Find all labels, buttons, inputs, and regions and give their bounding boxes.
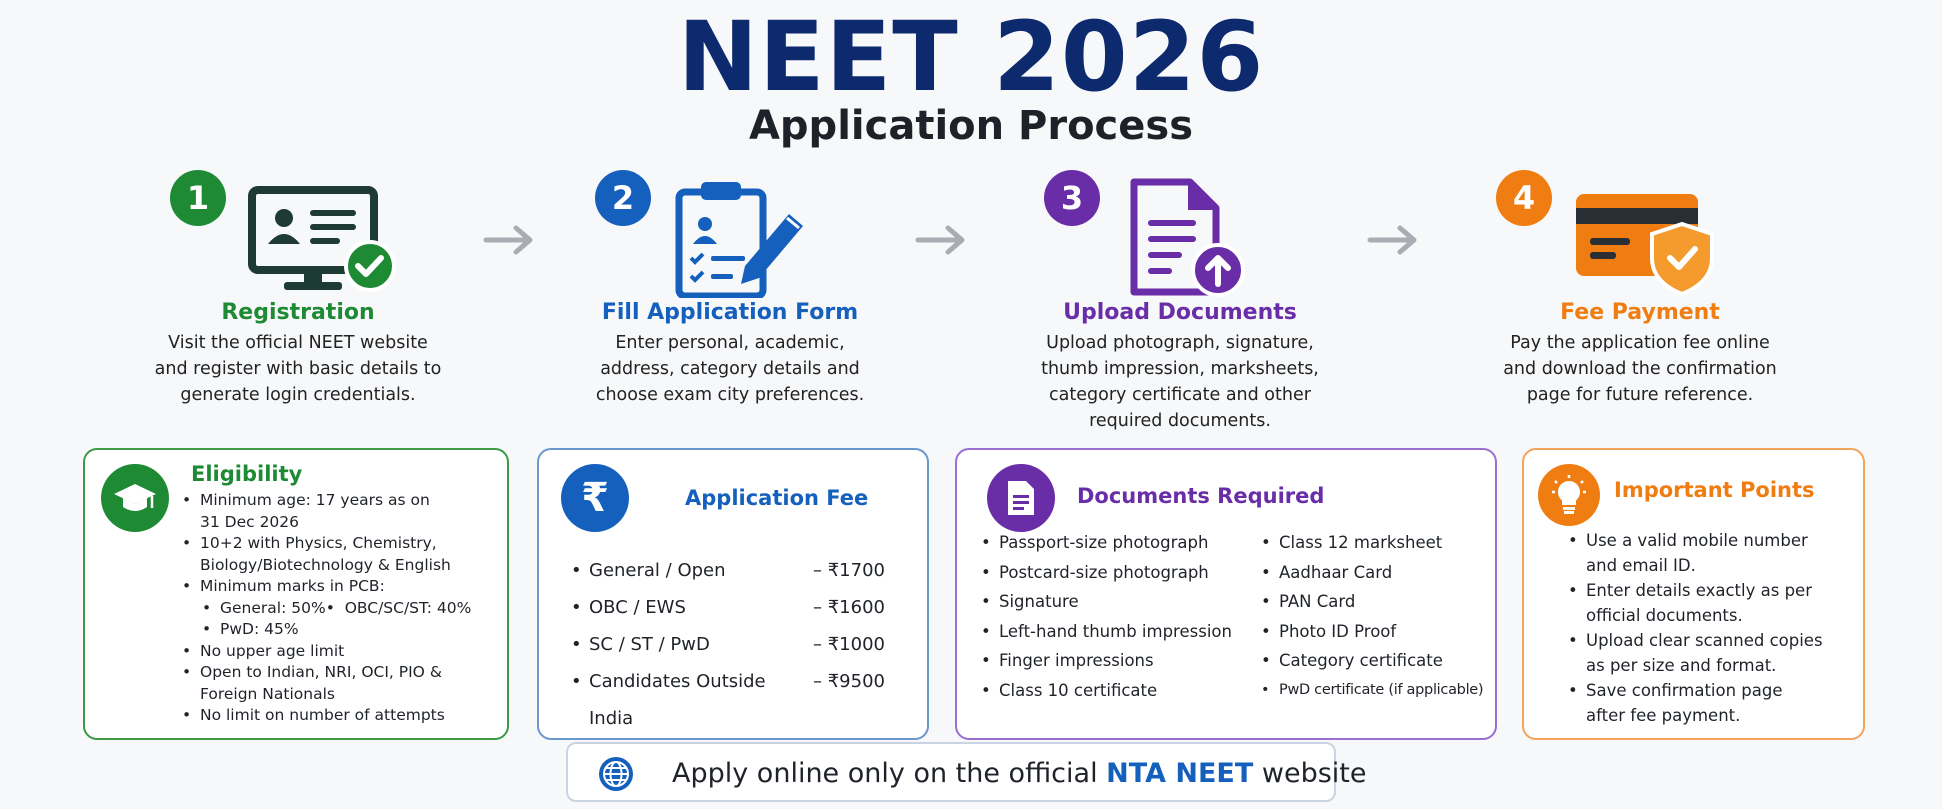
card-shield-icon (1570, 178, 1730, 298)
apply-online-banner (566, 742, 1367, 802)
step-title: Registration (221, 300, 375, 325)
arrow-icon (1366, 222, 1422, 258)
step-number-badge: 4 (1496, 170, 1552, 226)
step-description: Enter personal, academic, address, category details and choose exam city preferences. (595, 333, 865, 405)
list-item: • Category certificate (1259, 646, 1499, 676)
arrow-icon (482, 222, 538, 258)
list-item: • Use a valid mobile number and email ID. (1566, 528, 1836, 578)
rupee-icon: ₹ (561, 464, 629, 532)
page-subtitle: Application Process (748, 103, 1194, 149)
eligibility-list (180, 490, 500, 727)
globe-icon (598, 756, 634, 792)
list-item: • General: 50%• OBC/SC/ST: 40% (180, 598, 500, 620)
card-title: Application Fee (685, 486, 869, 510)
eligibility-card (83, 448, 509, 740)
lightbulb-icon (1538, 464, 1600, 526)
list-item: • Signature (979, 587, 1259, 617)
fee-row: • Candidates Outside India – ₹9500 (569, 663, 914, 737)
step-number-badge: 3 (1044, 170, 1100, 226)
documents-list (1259, 528, 1499, 705)
list-item: • Minimum marks in PCB: (180, 576, 500, 598)
step-title: Fee Payment (1560, 300, 1720, 325)
fee-row: • General / Open – ₹1700 (569, 552, 914, 589)
page-title: NEET 2026 (677, 1, 1265, 113)
list-item: • Class 12 marksheet (1259, 528, 1499, 558)
important-points-card (1522, 448, 1865, 740)
list-item: • Photo ID Proof (1259, 617, 1499, 647)
step-description: Visit the official NEET website and register with basic details to generate login credentials. (154, 333, 442, 405)
card-title: Important Points (1614, 478, 1815, 502)
documents-required-card (955, 448, 1497, 740)
banner-text: Apply online only on the official NTA NEET website (672, 758, 1367, 789)
nta-neet-highlight: NTA NEET (1106, 758, 1254, 789)
list-item: • Left-hand thumb impression (979, 617, 1259, 647)
application-fee-card (537, 448, 929, 740)
list-item: • Class 10 certificate (979, 676, 1259, 706)
list-item: • PwD: 45% (180, 619, 500, 641)
step-title: Upload Documents (1063, 300, 1297, 325)
list-item: • Minimum age: 17 years as on 31 Dec 2026 (180, 490, 500, 533)
clipboard-form-icon (665, 178, 825, 298)
list-item: • Save confirmation page after fee payment. (1566, 678, 1836, 728)
list-item: • PwD certificate (if applicable) (1259, 676, 1499, 706)
list-item: • Upload clear scanned copies as per size and format. (1566, 628, 1836, 678)
list-item: • No limit on number of attempts (180, 705, 500, 727)
document-icon (987, 464, 1055, 532)
step-description: Upload photograph, signature, thumb impression, marksheets, category certificate and other required documents. (1041, 333, 1319, 431)
documents-list (979, 528, 1259, 705)
list-item: • Aadhaar Card (1259, 558, 1499, 588)
list-item: • PAN Card (1259, 587, 1499, 617)
step-number-badge: 1 (170, 170, 226, 226)
fee-row: • OBC / EWS – ₹1600 (569, 589, 914, 626)
fee-row: • SC / ST / PwD – ₹1000 (569, 626, 914, 663)
document-upload-icon (1120, 178, 1280, 298)
arrow-icon (914, 222, 970, 258)
list-item: • 10+2 with Physics, Chemistry, Biology/Biotechnology & English (180, 533, 500, 576)
step-description: Pay the application fee online and download the confirmation page for future reference. (1503, 333, 1777, 405)
list-item: • Finger impressions (979, 646, 1259, 676)
computer-registration-icon (238, 178, 398, 298)
fee-list (569, 552, 914, 737)
list-item: • Postcard-size photograph (979, 558, 1259, 588)
graduation-cap-icon (101, 464, 169, 532)
list-item: • No upper age limit (180, 641, 500, 663)
step-title: Fill Application Form (601, 300, 859, 325)
important-points-list (1566, 528, 1836, 728)
card-title: Documents Required (1077, 484, 1325, 508)
step-number-badge: 2 (595, 170, 651, 226)
card-title: Eligibility (191, 462, 303, 486)
list-item: • Open to Indian, NRI, OCI, PIO & Foreign Nationals (180, 662, 500, 705)
list-item: • Enter details exactly as per official documents. (1566, 578, 1836, 628)
list-item: • Passport-size photograph (979, 528, 1259, 558)
